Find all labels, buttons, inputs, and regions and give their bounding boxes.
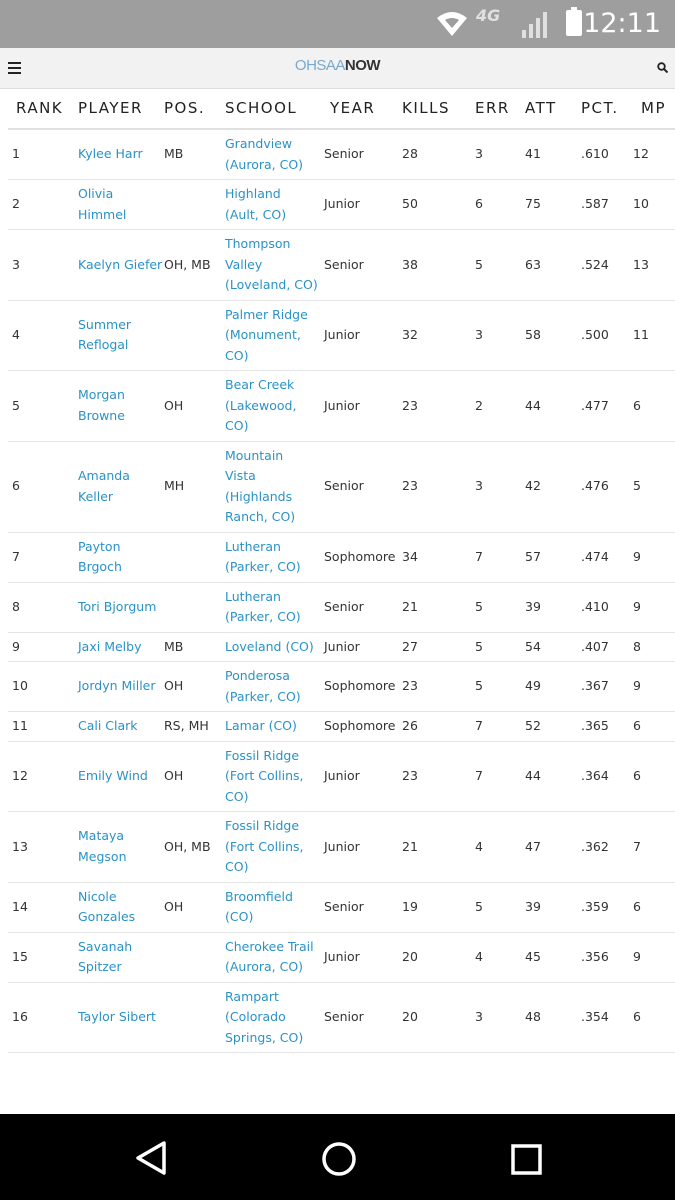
pct-cell: .359 (581, 882, 633, 932)
rank-cell: 5 (8, 371, 78, 442)
column-header-player[interactable]: PLAYER (78, 88, 164, 129)
table-row (8, 129, 675, 180)
rank-cell: 3 (8, 230, 78, 301)
kills-cell: 28 (402, 129, 475, 180)
errors-cell: 7 (475, 532, 525, 582)
rank-cell: 4 (8, 300, 78, 371)
errors-cell: 3 (475, 129, 525, 180)
player-cell[interactable]: Savanah Spitzer (78, 932, 164, 982)
position-cell (164, 982, 225, 1053)
attempts-cell: 44 (525, 741, 581, 812)
mp-cell: 6 (633, 982, 675, 1053)
errors-cell: 2 (475, 371, 525, 442)
kills-cell: 19 (402, 882, 475, 932)
errors-cell: 5 (475, 582, 525, 632)
site-header (0, 48, 675, 89)
pct-cell: .407 (581, 632, 633, 662)
mp-cell: 9 (633, 582, 675, 632)
school-cell[interactable]: Fossil Ridge (Fort Collins, CO) (225, 741, 318, 812)
mp-cell: 6 (633, 712, 675, 742)
school-cell[interactable]: Fossil Ridge (Fort Collins, CO) (225, 812, 318, 883)
errors-cell: 3 (475, 982, 525, 1053)
pct-cell: .356 (581, 932, 633, 982)
position-cell: MB (164, 129, 225, 180)
school-cell[interactable]: Loveland (CO) (225, 632, 318, 662)
attempts-cell: 39 (525, 882, 581, 932)
rank-cell: 10 (8, 662, 78, 712)
kills-cell: 23 (402, 741, 475, 812)
attempts-cell: 63 (525, 230, 581, 301)
pct-cell: .365 (581, 712, 633, 742)
column-header-mp[interactable]: MP (633, 88, 675, 129)
player-cell[interactable]: Kylee Harr (78, 129, 164, 180)
attempts-cell: 41 (525, 129, 581, 180)
pct-cell: .410 (581, 582, 633, 632)
recent-apps-icon[interactable] (510, 1143, 544, 1177)
pct-cell: .587 (581, 180, 633, 230)
errors-cell: 4 (475, 932, 525, 982)
player-cell[interactable]: Emily Wind (78, 741, 164, 812)
school-cell[interactable]: Highland (Ault, CO) (225, 180, 318, 230)
errors-cell: 5 (475, 662, 525, 712)
pct-cell: .610 (581, 129, 633, 180)
year-cell: Senior (318, 582, 402, 632)
position-cell (164, 180, 225, 230)
attempts-cell: 42 (525, 441, 581, 532)
table-header-row (8, 88, 675, 129)
table-row (8, 441, 675, 532)
errors-cell: 4 (475, 812, 525, 883)
kills-cell: 20 (402, 982, 475, 1053)
rank-cell: 9 (8, 632, 78, 662)
mp-cell: 12 (633, 129, 675, 180)
attempts-cell: 54 (525, 632, 581, 662)
position-cell: OH (164, 662, 225, 712)
table-row (8, 230, 675, 301)
position-cell: OH (164, 741, 225, 812)
table-row (8, 741, 675, 812)
attempts-cell: 58 (525, 300, 581, 371)
column-header-rank[interactable]: RANK (8, 88, 78, 129)
mp-cell: 5 (633, 441, 675, 532)
table-row (8, 180, 675, 230)
pct-cell: .477 (581, 371, 633, 442)
mp-cell: 11 (633, 300, 675, 371)
school-cell[interactable]: Thompson Valley (Loveland, CO) (225, 230, 318, 301)
pct-cell: .474 (581, 532, 633, 582)
position-cell: OH (164, 371, 225, 442)
rank-cell: 7 (8, 532, 78, 582)
kills-cell: 38 (402, 230, 475, 301)
errors-cell: 3 (475, 300, 525, 371)
player-cell[interactable]: Payton Brgoch (78, 532, 164, 582)
position-cell: OH, MB (164, 230, 225, 301)
battery-icon (566, 10, 582, 36)
year-cell: Junior (318, 932, 402, 982)
kills-cell: 23 (402, 371, 475, 442)
attempts-cell: 44 (525, 371, 581, 442)
school-cell[interactable]: Grandview (Aurora, CO) (225, 129, 318, 180)
player-cell[interactable]: Jordyn Miller (78, 662, 164, 712)
school-cell[interactable]: Bear Creek (Lakewood, CO) (225, 371, 318, 442)
network-type: 4G (476, 6, 501, 25)
school-cell[interactable]: Mountain Vista (Highlands Ranch, CO) (225, 441, 318, 532)
year-cell: Senior (318, 129, 402, 180)
attempts-cell: 39 (525, 582, 581, 632)
pct-cell: .364 (581, 741, 633, 812)
attempts-cell: 52 (525, 712, 581, 742)
school-cell[interactable]: Cherokee Trail (Aurora, CO) (225, 932, 318, 982)
errors-cell: 3 (475, 441, 525, 532)
kills-cell: 21 (402, 582, 475, 632)
position-cell: OH (164, 882, 225, 932)
school-cell[interactable]: Broomfield (CO) (225, 882, 318, 932)
column-header-pos[interactable]: POS. (164, 88, 225, 129)
table-row (8, 812, 675, 883)
mp-cell: 9 (633, 532, 675, 582)
mp-cell: 9 (633, 932, 675, 982)
player-cell[interactable]: Morgan Browne (78, 371, 164, 442)
player-cell[interactable]: Summer Reflogal (78, 300, 164, 371)
table-row (8, 632, 675, 662)
position-cell (164, 532, 225, 582)
player-cell[interactable]: Olivia Himmel (78, 180, 164, 230)
rank-cell: 16 (8, 982, 78, 1053)
attempts-cell: 57 (525, 532, 581, 582)
search-icon[interactable] (657, 62, 668, 73)
school-cell[interactable]: Palmer Ridge (Monument, CO) (225, 300, 318, 371)
pct-cell: .362 (581, 812, 633, 883)
year-cell: Junior (318, 741, 402, 812)
errors-cell: 5 (475, 632, 525, 662)
position-cell: MH (164, 441, 225, 532)
errors-cell: 6 (475, 180, 525, 230)
mp-cell: 7 (633, 812, 675, 883)
player-cell[interactable]: Mataya Megson (78, 812, 164, 883)
position-cell: OH, MB (164, 812, 225, 883)
year-cell: Junior (318, 632, 402, 662)
rank-cell: 2 (8, 180, 78, 230)
position-cell: RS, MH (164, 712, 225, 742)
column-header-kills[interactable]: KILLS (402, 88, 475, 129)
pct-cell: .500 (581, 300, 633, 371)
kills-cell: 50 (402, 180, 475, 230)
player-cell[interactable]: Tori Bjorgum (78, 582, 164, 632)
rank-cell: 11 (8, 712, 78, 742)
rankings-table (8, 88, 675, 1053)
errors-cell: 5 (475, 882, 525, 932)
pct-cell: .524 (581, 230, 633, 301)
position-cell (164, 582, 225, 632)
wifi-icon (436, 10, 468, 38)
table-row (8, 532, 675, 582)
mp-cell: 9 (633, 662, 675, 712)
position-cell: MB (164, 632, 225, 662)
school-cell[interactable]: Lutheran (Parker, CO) (225, 532, 318, 582)
year-cell: Junior (318, 180, 402, 230)
pct-cell: .367 (581, 662, 633, 712)
player-cell[interactable]: Amanda Keller (78, 441, 164, 532)
clock: 12:11 (583, 8, 661, 39)
mp-cell: 8 (633, 632, 675, 662)
mp-cell: 6 (633, 882, 675, 932)
year-cell: Senior (318, 230, 402, 301)
attempts-cell: 47 (525, 812, 581, 883)
table-row (8, 982, 675, 1053)
errors-cell: 7 (475, 712, 525, 742)
rank-cell: 13 (8, 812, 78, 883)
attempts-cell: 49 (525, 662, 581, 712)
rank-cell: 1 (8, 129, 78, 180)
rank-cell: 8 (8, 582, 78, 632)
mp-cell: 13 (633, 230, 675, 301)
position-cell (164, 932, 225, 982)
year-cell: Sophomore (318, 532, 402, 582)
player-cell[interactable]: Taylor Sibert (78, 982, 164, 1053)
kills-cell: 32 (402, 300, 475, 371)
table-row (8, 932, 675, 982)
school-cell[interactable]: Lutheran (Parker, CO) (225, 582, 318, 632)
table-row (8, 662, 675, 712)
rank-cell: 15 (8, 932, 78, 982)
column-header-err[interactable]: ERR (475, 88, 525, 129)
mp-cell: 6 (633, 371, 675, 442)
rank-cell: 12 (8, 741, 78, 812)
column-header-school[interactable]: SCHOOL (225, 88, 318, 129)
attempts-cell: 48 (525, 982, 581, 1053)
column-header-pct[interactable]: PCT. (581, 88, 633, 129)
year-cell: Senior (318, 441, 402, 532)
school-cell[interactable]: Lamar (CO) (225, 712, 318, 742)
year-cell: Sophomore (318, 662, 402, 712)
rank-cell: 14 (8, 882, 78, 932)
kills-cell: 23 (402, 441, 475, 532)
pct-cell: .476 (581, 441, 633, 532)
pct-cell: .354 (581, 982, 633, 1053)
year-cell: Junior (318, 371, 402, 442)
year-cell: Senior (318, 882, 402, 932)
site-logo[interactable]: OHSAANOW (294, 57, 381, 74)
kills-cell: 20 (402, 932, 475, 982)
kills-cell: 34 (402, 532, 475, 582)
school-cell[interactable]: Ponderosa (Parker, CO) (225, 662, 318, 712)
school-cell[interactable]: Rampart (Colorado Springs, CO) (225, 982, 318, 1053)
table-row (8, 300, 675, 371)
navigation-bar (0, 1114, 675, 1200)
rank-cell: 6 (8, 441, 78, 532)
year-cell: Junior (318, 300, 402, 371)
rankings-table-container[interactable] (8, 88, 675, 1053)
status-bar (0, 0, 675, 48)
mp-cell: 6 (633, 741, 675, 812)
year-cell: Junior (318, 812, 402, 883)
signal-icon (520, 10, 550, 38)
mp-cell: 10 (633, 180, 675, 230)
table-row (8, 582, 675, 632)
table-row (8, 712, 675, 742)
player-cell[interactable]: Cali Clark (78, 712, 164, 742)
player-cell[interactable]: Jaxi Melby (78, 632, 164, 662)
back-icon[interactable] (134, 1140, 168, 1176)
column-header-year[interactable]: YEAR (318, 88, 402, 129)
kills-cell: 26 (402, 712, 475, 742)
attempts-cell: 45 (525, 932, 581, 982)
home-icon[interactable] (321, 1141, 357, 1177)
player-cell[interactable]: Nicole Gonzales (78, 882, 164, 932)
column-header-att[interactable]: ATT (525, 88, 581, 129)
kills-cell: 23 (402, 662, 475, 712)
errors-cell: 5 (475, 230, 525, 301)
table-row (8, 882, 675, 932)
table-row (8, 371, 675, 442)
kills-cell: 27 (402, 632, 475, 662)
year-cell: Senior (318, 982, 402, 1053)
player-cell[interactable]: Kaelyn Giefer (78, 230, 164, 301)
position-cell (164, 300, 225, 371)
errors-cell: 7 (475, 741, 525, 812)
attempts-cell: 75 (525, 180, 581, 230)
year-cell: Sophomore (318, 712, 402, 742)
kills-cell: 21 (402, 812, 475, 883)
